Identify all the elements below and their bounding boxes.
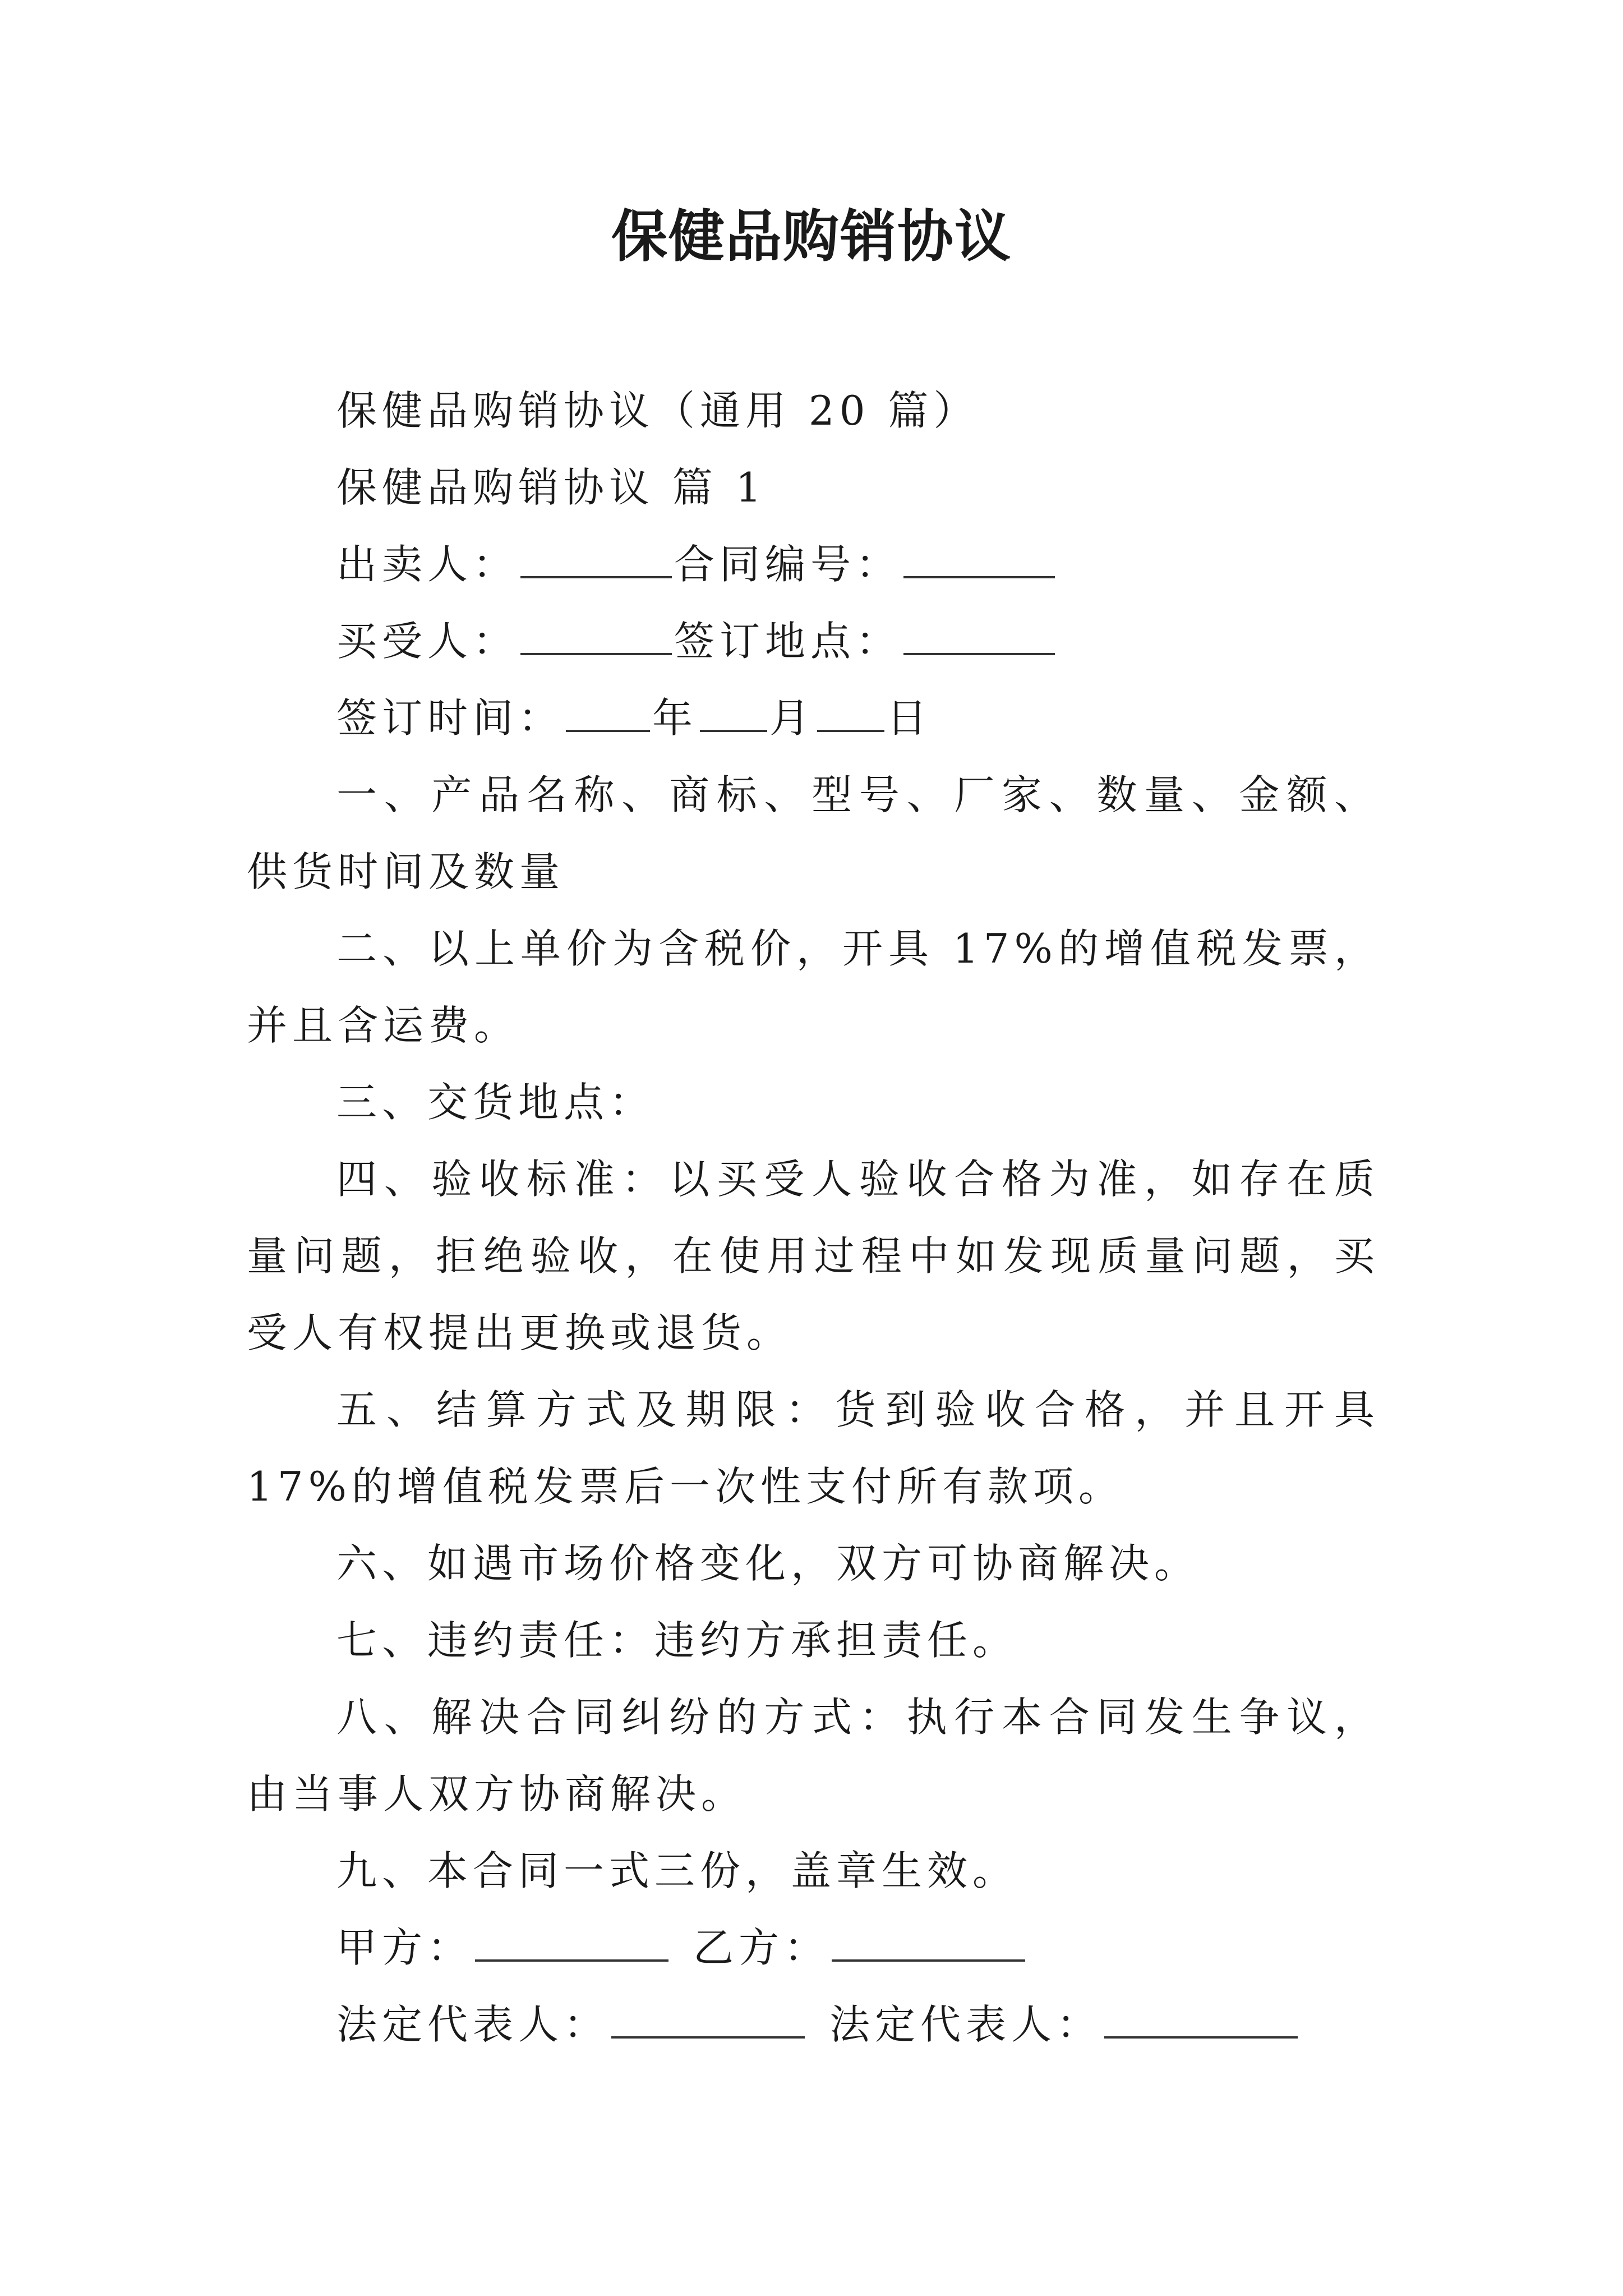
year-blank	[566, 692, 650, 732]
year-label: 年	[652, 694, 698, 742]
buyer-line	[247, 603, 1380, 680]
clause-1: 一、产品名称、商标、型号、厂家、数量、金额、供货时间及数量	[247, 771, 1380, 895]
day-label: 日	[887, 694, 933, 742]
document-body	[247, 372, 1398, 2063]
legal-rep-b-blank	[1104, 1998, 1298, 2039]
legal-rep-line	[247, 1986, 1380, 2063]
sign-time-label: 签订时间：	[336, 694, 564, 742]
month-blank	[700, 692, 767, 732]
day-blank	[817, 692, 884, 732]
legal-rep-a-blank	[611, 1998, 805, 2039]
clause-2: 二、以上单价为含税价，开具 17%的增值税发票，并且含运费。	[247, 925, 1380, 1049]
legal-rep-a-label: 法定代表人：	[336, 2001, 610, 2048]
clause-5: 五、结算方式及期限：货到验收合格，并且开具 17%的增值税发票后一次性支付所有款项。	[247, 1386, 1398, 1510]
sign-time-line	[247, 680, 1380, 757]
sign-place-label: 签订地点：	[674, 618, 902, 665]
document-subtitle: 保健品购销协议（通用 20 篇）	[336, 387, 979, 434]
month-label: 月	[769, 694, 815, 742]
party-a-blank	[475, 1921, 668, 1962]
clause-6: 六、如遇市场价格变化，双方可协商解决。	[336, 1540, 1200, 1587]
buyer-label: 买受人：	[336, 618, 519, 665]
document-title: 保健品购销协议	[611, 204, 1012, 269]
clause-9: 九、本合同一式三份，盖章生效。	[336, 1847, 1018, 1894]
legal-rep-b-label: 法定代表人：	[829, 2001, 1103, 2048]
contract-no-label: 合同编号：	[674, 541, 902, 588]
section-heading: 保健品购销协议 篇 1	[336, 464, 767, 511]
clause-3: 三、交货地点：	[336, 1079, 655, 1126]
party-a-label: 甲方：	[336, 1924, 473, 1971]
party-line	[247, 1910, 1380, 1986]
clause-4: 四、验收标准：以买受人验收合格为准，如存在质量问题，拒绝验收，在使用过程中如发现质量问题，买受人有权提出更换或退货。	[247, 1156, 1380, 1356]
sign-place-blank	[903, 615, 1055, 655]
clause-8: 八、解决合同纠纷的方式：执行本合同发生争议，由当事人双方协商解决。	[247, 1694, 1380, 1818]
party-b-label: 乙方：	[693, 1924, 830, 1971]
clause-7: 七、违约责任：违约方承担责任。	[336, 1617, 1018, 1664]
seller-blank	[520, 538, 672, 578]
seller-line	[247, 526, 1380, 603]
party-b-blank	[832, 1921, 1025, 1962]
buyer-blank	[520, 615, 672, 655]
contract-no-blank	[903, 538, 1055, 578]
seller-label: 出卖人：	[336, 541, 519, 588]
